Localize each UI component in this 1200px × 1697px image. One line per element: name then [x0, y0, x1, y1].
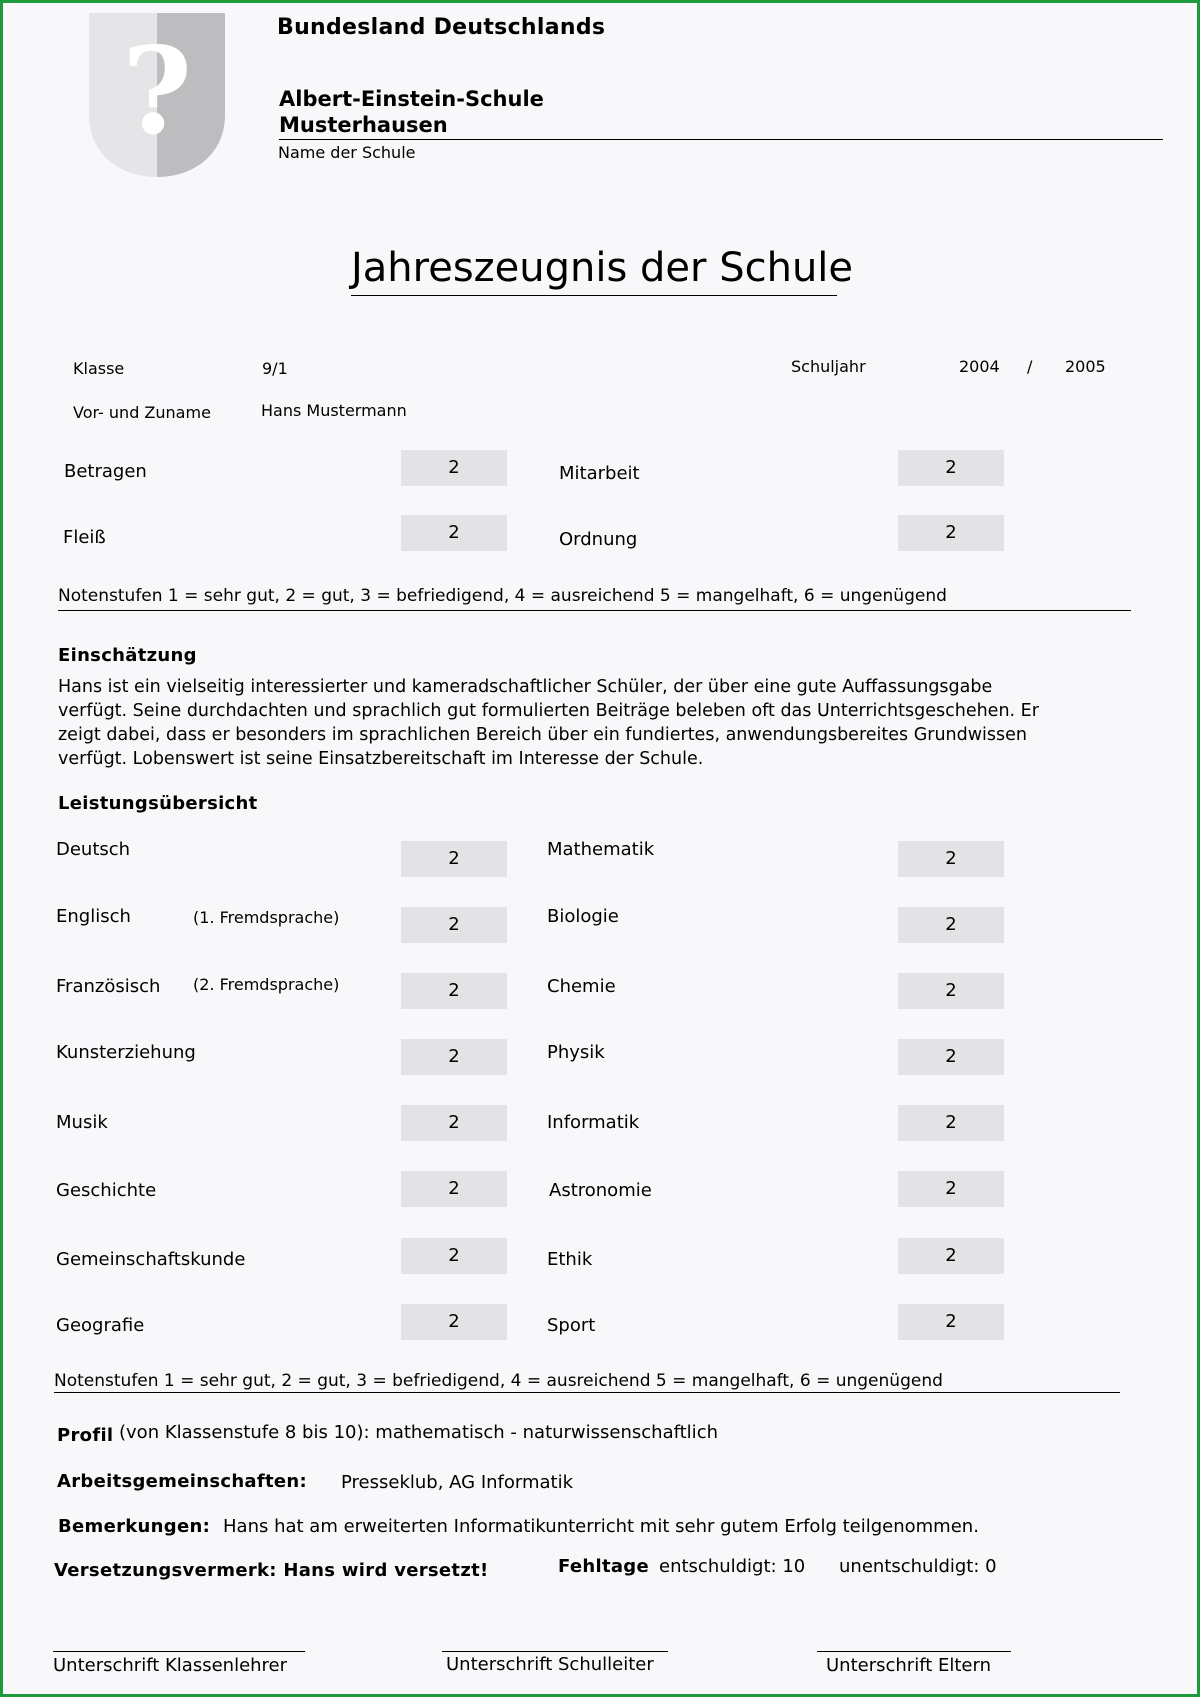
order-grade: 2 [898, 515, 1004, 551]
subject-name: Biologie [547, 906, 619, 927]
subject-name: Astronomie [549, 1180, 652, 1201]
subject-grade: 2 [401, 1039, 507, 1075]
subject-name: Chemie [547, 976, 616, 997]
school-year-from: 2004 [959, 357, 1000, 376]
grade-scale-note: Notenstufen 1 = sehr gut, 2 = gut, 3 = befriedigend, 4 = ausreichend 5 = mangelhaft, 6 = ungenügend [58, 586, 947, 606]
absence-unexcused: unentschuldigt: 0 [839, 1556, 997, 1577]
school-year-label: Schuljahr [791, 357, 866, 376]
school-year-to: 2005 [1065, 357, 1106, 376]
school-year-separator: / [1027, 357, 1033, 376]
signature-parents: Unterschrift Eltern [826, 1655, 991, 1676]
promotion-note: Versetzungsvermerk: Hans wird versetzt! [54, 1560, 489, 1581]
subject-name: Geografie [56, 1315, 145, 1336]
absence-excused: entschuldigt: 10 [659, 1556, 806, 1577]
subject-name: Informatik [547, 1112, 640, 1133]
subject-name: Mathematik [547, 839, 655, 860]
assessment-line: verfügt. Seine durchdachten und sprachlich gut formulierten Beiträge beleben oft das Unterrichtsgeschehen. Er [58, 701, 1039, 721]
signature-principal: Unterschrift Schulleiter [446, 1654, 654, 1675]
grade-scale-note-2: Notenstufen 1 = sehr gut, 2 = gut, 3 = befriedigend, 4 = ausreichend 5 = mangelhaft, 6 = ungenügend [54, 1371, 943, 1391]
subject-grade: 2 [401, 1238, 507, 1274]
profile-label: Profil [57, 1425, 114, 1446]
diligence-grade: 2 [401, 515, 507, 551]
school-crest-icon [89, 13, 225, 177]
subject-grade: 2 [898, 1105, 1004, 1141]
subject-grade: 2 [401, 907, 507, 943]
title-underline [351, 295, 837, 296]
assessment-heading: Einschätzung [58, 645, 197, 666]
subject-name: Kunsterziehung [56, 1042, 196, 1063]
subject-grade: 2 [898, 973, 1004, 1009]
signature-teacher: Unterschrift Klassenlehrer [53, 1655, 288, 1676]
school-name-caption: Name der Schule [278, 143, 416, 162]
subject-grade: 2 [898, 907, 1004, 943]
conduct-label: Betragen [64, 461, 147, 482]
grade-scale-underline-2 [54, 1392, 1120, 1393]
class-value: 9/1 [262, 359, 288, 378]
profile-text: (von Klassenstufe 8 bis 10): mathematisch - naturwissenschaftlich [119, 1422, 718, 1443]
subject-note: (2. Fremdsprache) [193, 975, 340, 994]
subject-name: Geschichte [56, 1180, 157, 1201]
subject-name: Physik [547, 1042, 605, 1063]
student-name-value: Hans Mustermann [261, 401, 407, 420]
participation-label: Mitarbeit [559, 463, 640, 484]
remarks-label: Bemerkungen: [58, 1516, 211, 1537]
student-name-label: Vor- und Zuname [73, 403, 211, 422]
absence-label: Fehltage [558, 1556, 650, 1577]
subject-grade: 2 [898, 1238, 1004, 1274]
remarks-text: Hans hat am erweiterten Informatikunterricht mit sehr gutem Erfolg teilgenommen. [223, 1516, 979, 1537]
assessment-line: zeigt dabei, dass er besonders im sprachlichen Bereich über ein fundiertes, anwendungsbereites Grundwissen [58, 725, 1028, 745]
signature-line-principal [442, 1651, 668, 1652]
subject-note: (1. Fremdsprache) [193, 908, 340, 927]
subject-name: Französisch [56, 976, 161, 997]
subject-name: Musik [56, 1112, 108, 1133]
conduct-grade: 2 [401, 450, 507, 486]
diligence-label: Fleiß [63, 527, 106, 548]
class-label: Klasse [73, 359, 125, 378]
subject-grade: 2 [401, 1171, 507, 1207]
state-name: Bundesland Deutschlands [277, 15, 606, 40]
subject-grade: 2 [401, 1304, 507, 1340]
subject-name: Deutsch [56, 839, 131, 860]
clubs-text: Presseklub, AG Informatik [341, 1472, 574, 1493]
page-title: Jahreszeugnis der Schule [351, 245, 854, 291]
subject-grade: 2 [898, 1304, 1004, 1340]
signature-line-teacher [53, 1651, 305, 1652]
subject-grade: 2 [898, 1039, 1004, 1075]
subject-grade: 2 [898, 1171, 1004, 1207]
school-name-line2: Musterhausen [279, 113, 448, 137]
clubs-label: Arbeitsgemeinschaften: [57, 1471, 308, 1492]
assessment-text [58, 675, 1118, 771]
assessment-line: Hans ist ein vielseitig interessierter und kameradschaftlicher Schüler, der über eine gute Auffassungsgabe [58, 677, 993, 697]
subject-name: Sport [547, 1315, 596, 1336]
subject-grade: 2 [898, 841, 1004, 877]
school-name-line1: Albert-Einstein-Schule [279, 87, 544, 111]
performance-heading: Leistungsübersicht [58, 793, 258, 814]
participation-grade: 2 [898, 450, 1004, 486]
signature-line-parents [817, 1651, 1011, 1652]
crest-symbol: ? [121, 21, 193, 162]
order-label: Ordnung [559, 529, 638, 550]
grade-scale-underline [58, 610, 1131, 611]
subject-grade: 2 [401, 973, 507, 1009]
subject-grade: 2 [401, 841, 507, 877]
subject-name: Englisch [56, 906, 131, 927]
subject-name: Gemeinschaftskunde [56, 1249, 246, 1270]
assessment-line: verfügt. Lobenswert ist seine Einsatzbereitschaft im Interesse der Schule. [58, 749, 704, 769]
subject-name: Ethik [547, 1249, 593, 1270]
school-name-underline [279, 139, 1163, 140]
subject-grade: 2 [401, 1105, 507, 1141]
